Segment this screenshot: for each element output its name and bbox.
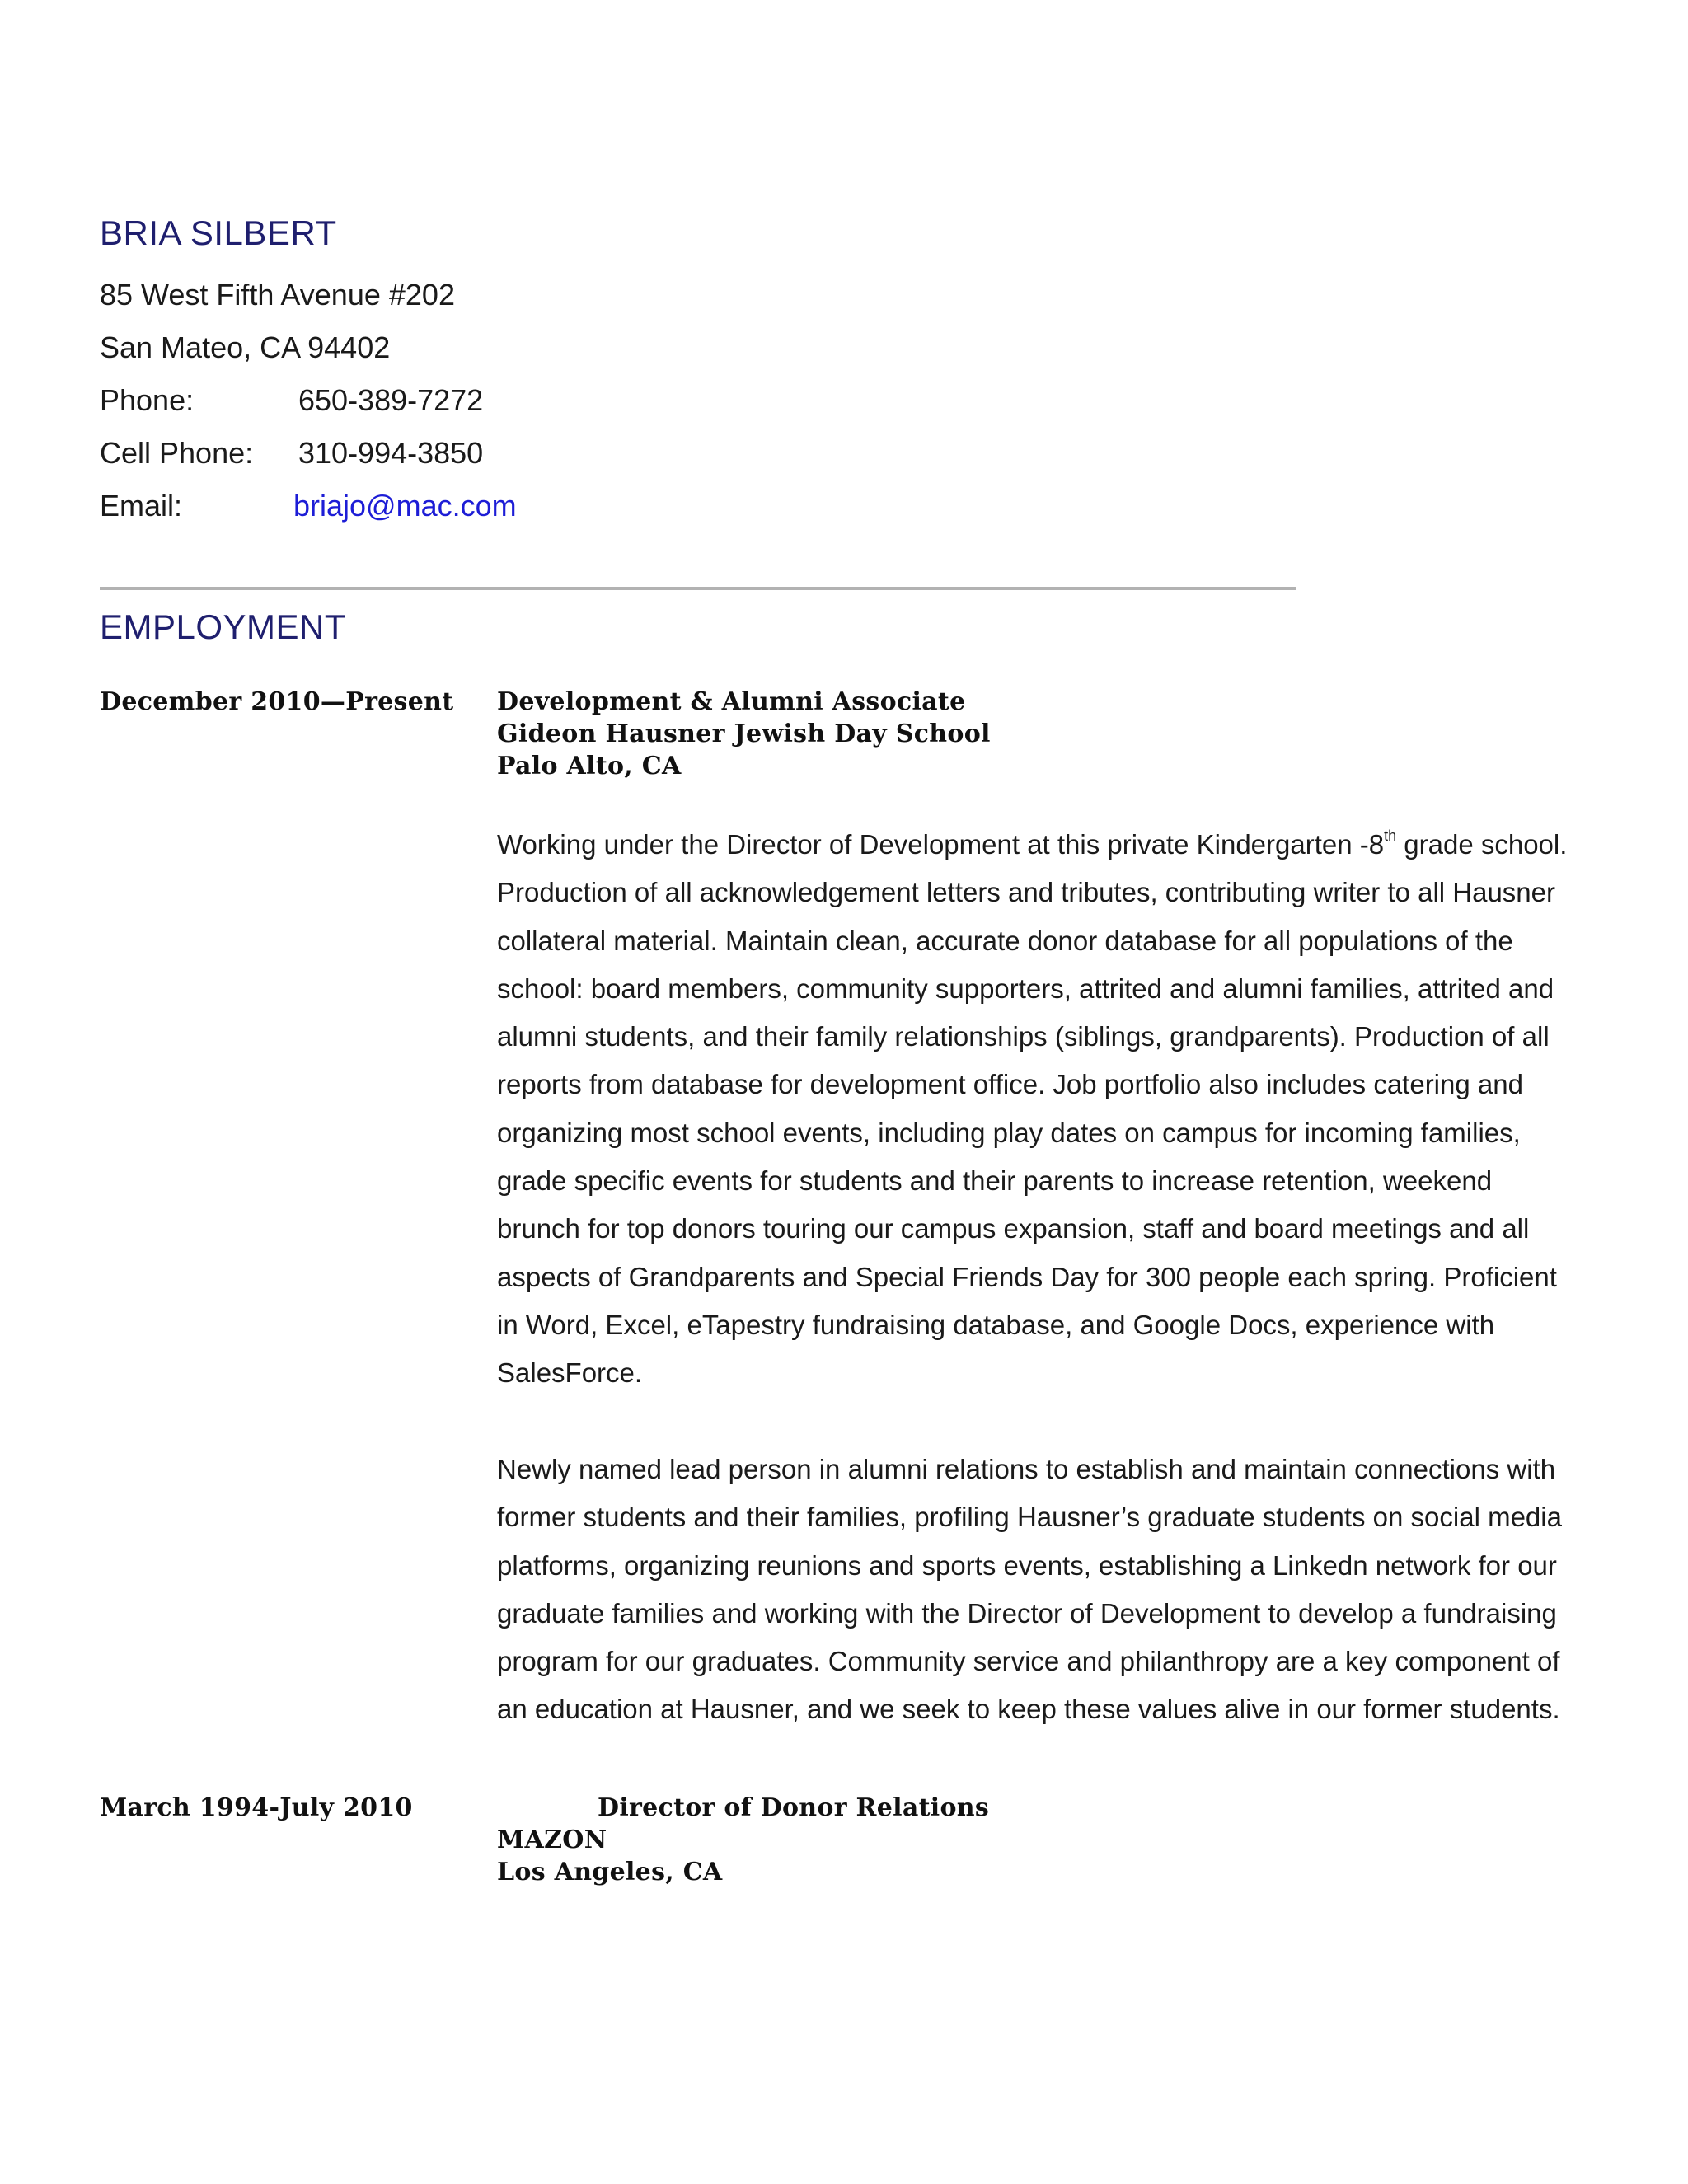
job-1-title: Development & Alumni Associate <box>497 687 966 716</box>
phone-row <box>100 383 594 417</box>
job-1-dates: December 2010—Present <box>100 687 454 716</box>
cell-phone-label: Cell Phone: <box>100 436 254 470</box>
job-1-description-paragraph-2 <box>497 1446 1597 1734</box>
paragraph-line: Working under the Director of Development at this private Kindergarten -8th grade school. <box>497 827 1568 860</box>
job-1-organization: Gideon Hausner Jewish Day School <box>497 719 991 748</box>
paragraph-line: platforms, organizing reunions and sports events, establishing a Linkedn network for our <box>497 1549 1557 1581</box>
job-2-location: Los Angeles, CA <box>497 1858 723 1886</box>
address-line-1: 85 West Fifth Avenue #202 <box>100 278 455 312</box>
paragraph-line: Production of all acknowledgement letters and tributes, contributing writer to all Hausner <box>497 877 1556 908</box>
phone-label: Phone: <box>100 383 195 417</box>
cell-phone-row <box>100 438 594 468</box>
job-2-title: Director of Donor Relations <box>598 1793 990 1822</box>
paragraph-line: graduate families and working with the Director of Development to develop a fundraising <box>497 1597 1557 1629</box>
cell-phone-value: 310-994-3850 <box>298 436 484 470</box>
paragraph-line: Newly named lead person in alumni relations to establish and maintain connections with <box>497 1454 1556 1484</box>
employment-heading: EMPLOYMENT <box>100 607 347 646</box>
job-2-dates: March 1994-July 2010 <box>100 1793 413 1822</box>
superscript-th: th <box>1384 827 1397 844</box>
job-1-location: Palo Alto, CA <box>497 752 682 780</box>
paragraph-line: school: board members, community supporters, attrited and alumni families, attrited and <box>497 972 1554 1004</box>
paragraph-line: in Word, Excel, eTapestry fundraising database, and Google Docs, experience with <box>497 1309 1495 1340</box>
candidate-name: BRIA SILBERT <box>100 213 337 252</box>
paragraph-line: grade specific events for students and their parents to increase retention, weekend <box>497 1165 1493 1197</box>
paragraph-line: former students and their families, profiling Hausner’s graduate students on social media <box>497 1502 1562 1533</box>
phone-value: 650-389-7272 <box>298 383 484 417</box>
email-row <box>100 491 677 521</box>
paragraph-line: reports from database for development office. Job portfolio also includes catering and <box>497 1069 1523 1100</box>
email-label: Email: <box>100 489 183 523</box>
paragraph-line: an education at Hausner, and we seek to keep these values alive in our former students. <box>497 1694 1560 1725</box>
paragraph-line: aspects of Grandparents and Special Friends Day for 300 people each spring. Proficient <box>497 1261 1557 1292</box>
paragraph-line: organizing most school events, including play dates on campus for incoming families, <box>497 1117 1521 1148</box>
email-link[interactable]: briajo@mac.com <box>293 489 517 523</box>
section-divider <box>100 587 1296 590</box>
job-1-description-paragraph-1 <box>497 821 1597 1398</box>
paragraph-line: SalesForce. <box>497 1357 643 1389</box>
paragraph-line: alumni students, and their family relationships (siblings, grandparents). Production of all <box>497 1021 1550 1052</box>
job-2-organization: MAZON <box>497 1825 607 1854</box>
paragraph-line: program for our graduates. Community service and philanthropy are a key component of <box>497 1646 1560 1677</box>
paragraph-line: brunch for top donors touring our campus expansion, staff and board meetings and all <box>497 1213 1530 1244</box>
paragraph-line: collateral material. Maintain clean, accurate donor database for all populations of the <box>497 925 1513 956</box>
address-line-2: San Mateo, CA 94402 <box>100 330 391 364</box>
